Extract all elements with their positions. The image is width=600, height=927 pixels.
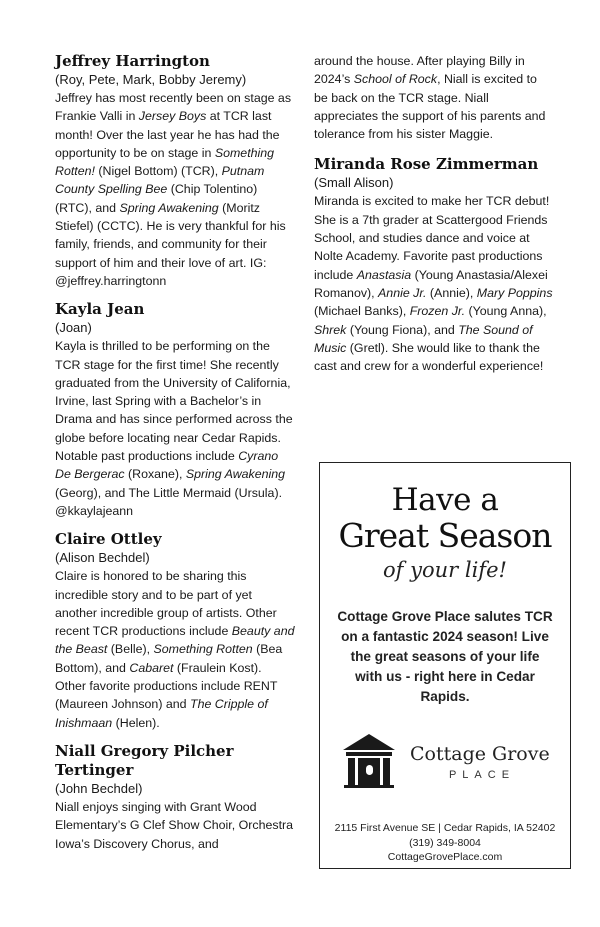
ad-headline-line1: Have a <box>391 482 499 518</box>
ad-body-text: Cottage Grove Place salutes TCR on a fantastic 2024 season! Live the great seasons of your life with us - right here in Cedar Rapids. <box>337 609 553 704</box>
logo-name: Cottage Grove <box>410 743 550 765</box>
bio-kayla-jean <box>55 300 295 520</box>
actor-bio: Kayla is thrilled to be performing on the TCR stage for the first time! She recently graduated from the University of California, Irvine, last Spring with a Bachelor’s in Drama and has since performed across the globe before locating near Cedar Rapids. Notable past productions include Cyrano De Bergerac (Roxane), Spring Awakening (Georg), and The Little Mermaid (Ursula). @kkaylajeann <box>55 339 293 518</box>
bio-niall-tertinger <box>55 742 295 853</box>
actor-bio: Jeffrey has most recently been on stage as Frankie Valli in Jersey Boys at TCR last month! Over the last year he has had the opportunity to be on stage in Something Rotten! (Nigel Bottom) (TCR), Putnam County Spelling Bee (Chip Tolentino) (RTC), and Spring Awakening (Moritz Stiefel) (CCTC). He is very thankful for his family, friends, and community for their support of him and their love of art. IG: @jeffrey.harringtonn <box>55 91 292 288</box>
house-portico-icon <box>340 731 398 789</box>
actor-name: Claire Ottley <box>55 530 162 549</box>
actor-bio: around the house. After playing Billy in 2024’s School of Rock, Niall is excited to be back on the TCR stage. Niall appreciates the support of his parents and tolerance from his sister Maggie. <box>314 54 546 142</box>
right-column <box>314 52 554 375</box>
actor-name: Niall Gregory Pilcher Tertinger <box>55 741 234 779</box>
ad-phone: (319) 349-8004 <box>409 836 481 849</box>
actor-bio: Niall enjoys singing with Grant Wood Elementary’s G Clef Show Choir, Orchestra Iowa’s Discovery Chorus, and <box>55 799 294 851</box>
actor-bio: Claire is honored to be sharing this incredible story and to be part of yet another incredible group of artists. Other recent TCR productions include Beauty and the Beast (Belle), Something Rotten (Bea Bottom), and Cabaret (Fraulein Kost). Other favorite productions include RENT (Maureen Johnson) and The Cripple of Inishmaan (Helen). <box>55 569 295 730</box>
bio-jeffrey-harrington <box>55 52 295 290</box>
logo-subtitle: PLACE <box>448 769 516 781</box>
ad-website: CottageGrovePlace.com <box>387 851 503 863</box>
ad-address: 2115 First Avenue SE | Cedar Rapids, IA 52402 <box>334 822 556 834</box>
actor-name: Jeffrey Harrington <box>55 52 210 70</box>
cottage-grove-advertisement <box>319 462 571 869</box>
bio-claire-ottley <box>55 530 295 732</box>
ad-tagline: of your life! <box>383 558 507 582</box>
left-column <box>55 52 295 853</box>
actor-role: (John Bechdel) <box>55 780 143 796</box>
bio-niall-continued <box>314 52 554 143</box>
actor-role: (Roy, Pete, Mark, Bobby Jeremy) <box>55 72 247 87</box>
ad-contact-info <box>320 821 570 865</box>
actor-role: (Joan) <box>55 320 92 336</box>
actor-bio: Miranda is excited to make her TCR debut! She is a 7th grader at Scattergood Friends School, and studies dance and voice at Nolte Academy. Favorite past productions include Anastasia (Young Anastasia/Alexei Romanov), Annie Jr. (Annie), Mary Poppins (Michael Banks), Frozen Jr. (Young Anna), Shrek (Young Fiona), and The Sound of Music (Gretl). She would like to thank the cast and crew for a wonderful experience! <box>314 194 553 374</box>
actor-name: Miranda Rose Zimmerman <box>314 155 539 174</box>
actor-name: Kayla Jean <box>55 300 145 319</box>
bio-miranda-zimmerman <box>314 155 554 375</box>
actor-role: (Small Alison) <box>314 175 394 191</box>
cottage-grove-logo <box>338 731 554 791</box>
ad-headline-line2: Great Season <box>338 516 552 555</box>
actor-role: (Alison Bechdel) <box>55 550 150 566</box>
